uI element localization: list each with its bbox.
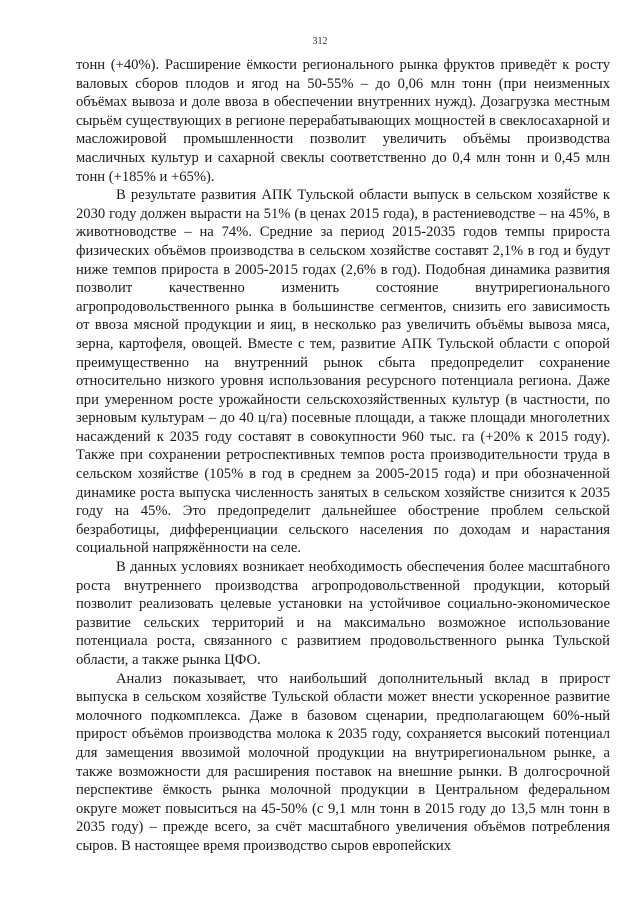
document-body [76,56,610,856]
paragraph-apk-development: В результате развития АПК Тульской области выпуск в сельском хозяйстве к 2030 году должен вырасти на 51% (в ценах 2015 года), в растениеводстве – на 45%, в животноводстве – на 74%. Средние за период 2015-2035 годов темпы прироста физических объёмов производства в сельском хозяйстве составят 2,1% в год и будут ниже темпов прироста в 2005-2015 годах (2,6% в год). Подобная динамика развития позволит качественно изменить состояние внутрирегионального агропродовольственного рынка в большинстве сегментов, снизить его зависимость от ввоза мясной продукции и яиц, в несколько раз увеличить объёмы вывоза мяса, зерна, картофеля, овощей. Вместе с тем, развитие АПК Тульской области с опорой преимущественно на внутренний рынок сбыта предопределит сохранение относительно низкого уровня использования ресурсного потенциала региона. Даже при умеренном росте урожайности сельскохозяйственных культур (в частности, по зерновым культурам – до 40 ц/га) посевные площади, а также площади многолетних насаждений к 2035 году составят в совокупности 960 тыс. га (+20% к 2015 году). Также при сохранении ретроспективных темпов роста производительности труда в сельском хозяйстве (105% в год в среднем за 2005-2015 года) и при обозначенной динамике роста выпуска численность занятых в сельском хозяйстве снизится к 2035 году на 45%. Это предопределит дальнейшее обострение проблем сельской безработицы, дифференциации сельского населения по доходам и нарастания социальной напряжённости на селе. [76,187,610,557]
paragraph-dairy-analysis: Анализ показывает, что наибольший дополнительный вклад в прирост выпуска в сельском хозяйстве Тульской области может внести ускоренное развитие молочного подкомплекса. Даже в базовом сценарии, предполагающем 60%-ный прирост объёмов производства молока к 2035 году, сохраняется высокий потенциал для замещения ввозимой молочной продукции на внутрирегиональном рынке, а также возможности для расширения поставок на внешние рынки. В долгосрочной перспективе ёмкость рынка молочной продукции в Центральном федеральном округе может повыситься на 45-50% (с 9,1 млн тонн в 2015 году до 13,5 млн тонн в 2035 году) – прежде всего, за счёт масштабного увеличения объёмов потребления сыров. В настоящее время производство сыров европейских [76,670,610,854]
page-number: 312 [312,36,328,47]
paragraph-continuation: тонн (+40%). Расширение ёмкости регионального рынка фруктов приведёт к росту валовых сборов плодов и ягод на 50-55% – до 0,06 млн тонн (при неизменных объёмах вывоза и доле ввоза в обеспечении внутренних нужд). Дозагрузка местным сырьём существующих в регионе перерабатывающих мощностей в свеклосахарной и масложировой промышленности позволит увеличить объёмы производства масличных культур и сахарной свеклы соответственно до 0,4 млн тонн и 0,45 млн тонн (+185% и +65%). [76,57,610,185]
paragraph-growth-necessity: В данных условиях возникает необходимость обеспечения более масштабного роста внутреннего производства агропродовольственной продукции, который позволит реализовать целевые установки на устойчивое социально-экономическое развитие сельских территорий и на максимально возможное использование потенциала роста, связанного с развитием продовольственного рынка Тульской области, а также рынка ЦФО. [76,559,610,668]
